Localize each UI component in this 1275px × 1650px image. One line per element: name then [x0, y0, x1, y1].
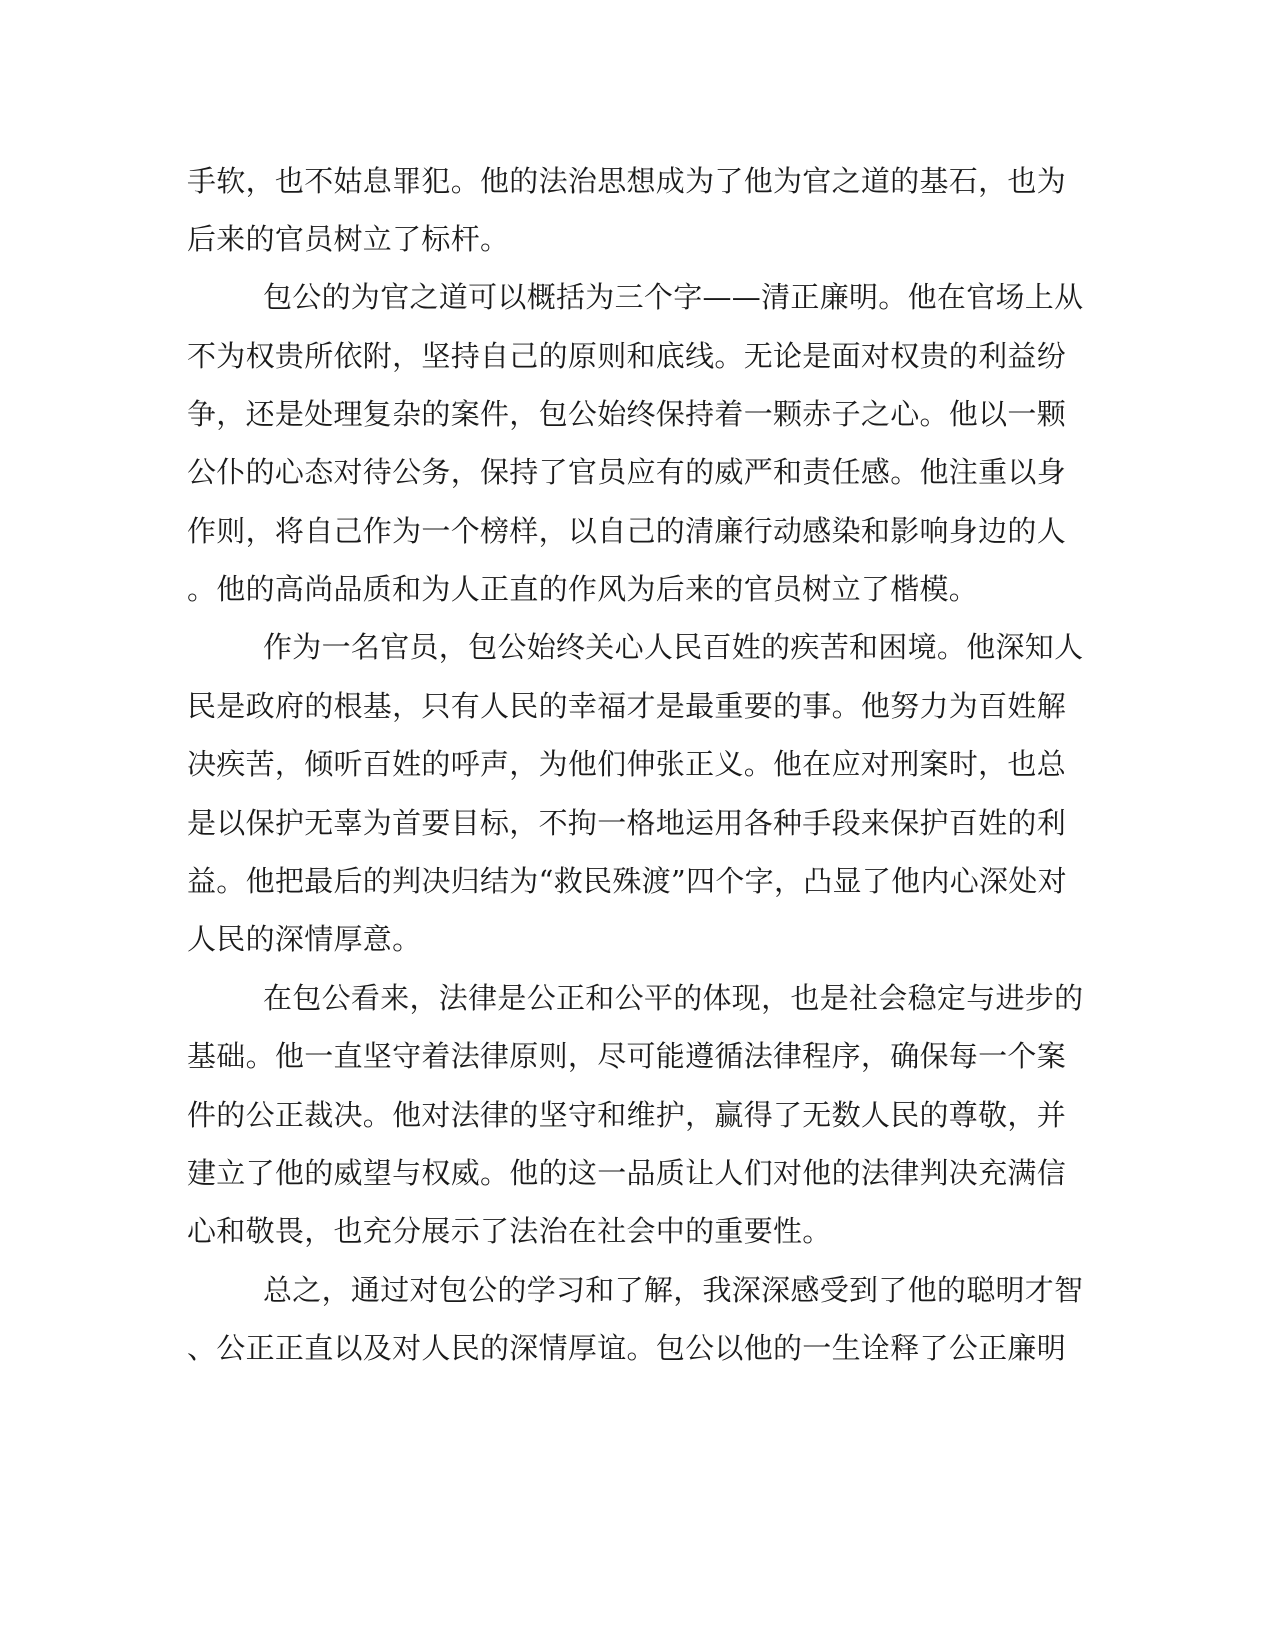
text-line: 是以保护无辜为首要目标，不拘一格地运用各种手段来保护百姓的利	[187, 806, 1067, 840]
text-line: 争，还是处理复杂的案件，包公始终保持着一颗赤子之心。他以一颗	[187, 397, 1067, 431]
text-line: 手软，也不姑息罪犯。他的法治思想成为了他为官之道的基石，也为	[187, 164, 1067, 198]
text-line: 件的公正裁决。他对法律的坚守和维护，赢得了无数人民的尊敬，并	[187, 1098, 1067, 1132]
text-line: 。他的高尚品质和为人正直的作风为后来的官员树立了楷模。	[187, 572, 979, 606]
text-line: 后来的官员树立了标杆。	[187, 222, 510, 256]
text-line: 、公正正直以及对人民的深情厚谊。包公以他的一生诠释了公正廉明	[187, 1331, 1067, 1365]
text-line: 心和敬畏，也充分展示了法治在社会中的重要性。	[187, 1214, 832, 1248]
text-line: 不为权贵所依附，坚持自己的原则和底线。无论是面对权贵的利益纷	[187, 339, 1067, 373]
paragraph-first-line: 在包公看来，法律是公正和公平的体现，也是社会稳定与进步的	[263, 981, 1084, 1015]
text-line: 基础。他一直坚守着法律原则，尽可能遵循法律程序，确保每一个案	[187, 1039, 1067, 1073]
text-line: 人民的深情厚意。	[187, 922, 422, 956]
text-line: 作则，将自己作为一个榜样，以自己的清廉行动感染和影响身边的人	[187, 514, 1067, 548]
paragraph-first-line: 包公的为官之道可以概括为三个字——清正廉明。他在官场上从	[263, 280, 1084, 314]
text-line: 建立了他的威望与权威。他的这一品质让人们对他的法律判决充满信	[187, 1156, 1067, 1190]
text-line: 民是政府的根基，只有人民的幸福才是最重要的事。他努力为百姓解	[187, 689, 1067, 723]
paragraph-first-line: 作为一名官员，包公始终关心人民百姓的疾苦和困境。他深知人	[263, 630, 1084, 664]
text-line: 益。他把最后的判决归结为“救民殊渡”四个字，凸显了他内心深处对	[187, 864, 1067, 898]
text-line: 公仆的心态对待公务，保持了官员应有的威严和责任感。他注重以身	[187, 455, 1067, 489]
text-line: 决疾苦，倾听百姓的呼声，为他们伸张正义。他在应对刑案时，也总	[187, 747, 1067, 781]
paragraph-first-line: 总之，通过对包公的学习和了解，我深深感受到了他的聪明才智	[263, 1273, 1084, 1307]
